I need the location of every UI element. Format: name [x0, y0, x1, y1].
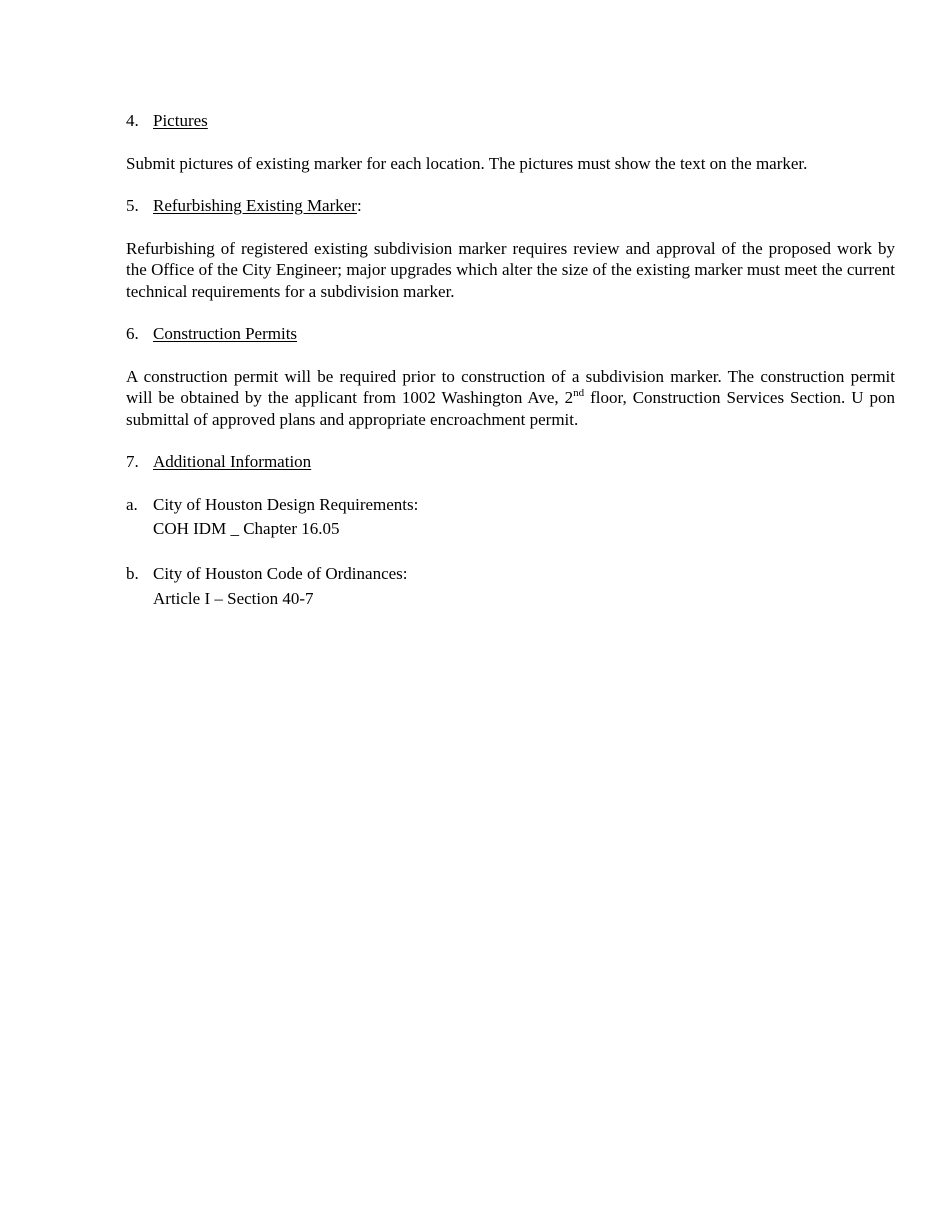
ordinal-superscript: nd [573, 387, 585, 399]
section-heading-additional-information [126, 451, 895, 473]
section-body-pictures: Submit pictures of existing marker for each location. The pictures must show the text on the marker. [126, 153, 808, 173]
section-body-construction-permits [126, 366, 895, 431]
section-title: Construction Permits [153, 324, 298, 343]
reference-detail: Article I – Section 40-7 [153, 588, 314, 608]
section-number: 5. [126, 196, 139, 215]
section-title: Additional Information [153, 452, 312, 471]
section-title: Refurbishing Existing Marker [153, 196, 357, 215]
reference-title: City of Houston Design Requirements: [153, 494, 419, 514]
section-body-refurbishing: Refurbishing of registered existing subdivision marker requires review and approval of the proposed work by the Office of the City Engineer; major upgrades which alter the size of the existing marker must meet the current technical requirements for a subdivision marker. [126, 238, 895, 301]
section-number: 4. [126, 111, 139, 130]
section-title-colon: : [356, 196, 362, 215]
reference-letter: a. [126, 494, 138, 514]
reference-detail: COH IDM _ Chapter 16.05 [153, 519, 340, 538]
section-number: 6. [126, 324, 139, 343]
reference-letter: b. [126, 564, 139, 583]
permit-text-part1: A construction permit will be required prior to construction of a subdivision marker. The construction permit will be obtained by the applicant from 1002 Washington Ave, 2 [126, 366, 895, 407]
section-title: Pictures [153, 111, 208, 130]
reference-item-design-requirements [126, 494, 895, 543]
section-heading-pictures [126, 110, 895, 132]
section-heading-refurbishing [126, 195, 895, 217]
reference-title: City of Houston Code of Ordinances: [153, 564, 408, 583]
document-page [126, 110, 895, 612]
section-heading-construction-permits [126, 323, 895, 345]
reference-item-code-of-ordinances [126, 563, 895, 612]
section-number: 7. [126, 452, 139, 471]
permit-text-part2: floor, Construction Services Section. U pon submittal of approved plans and appropriate encroachment permit. [126, 388, 895, 429]
